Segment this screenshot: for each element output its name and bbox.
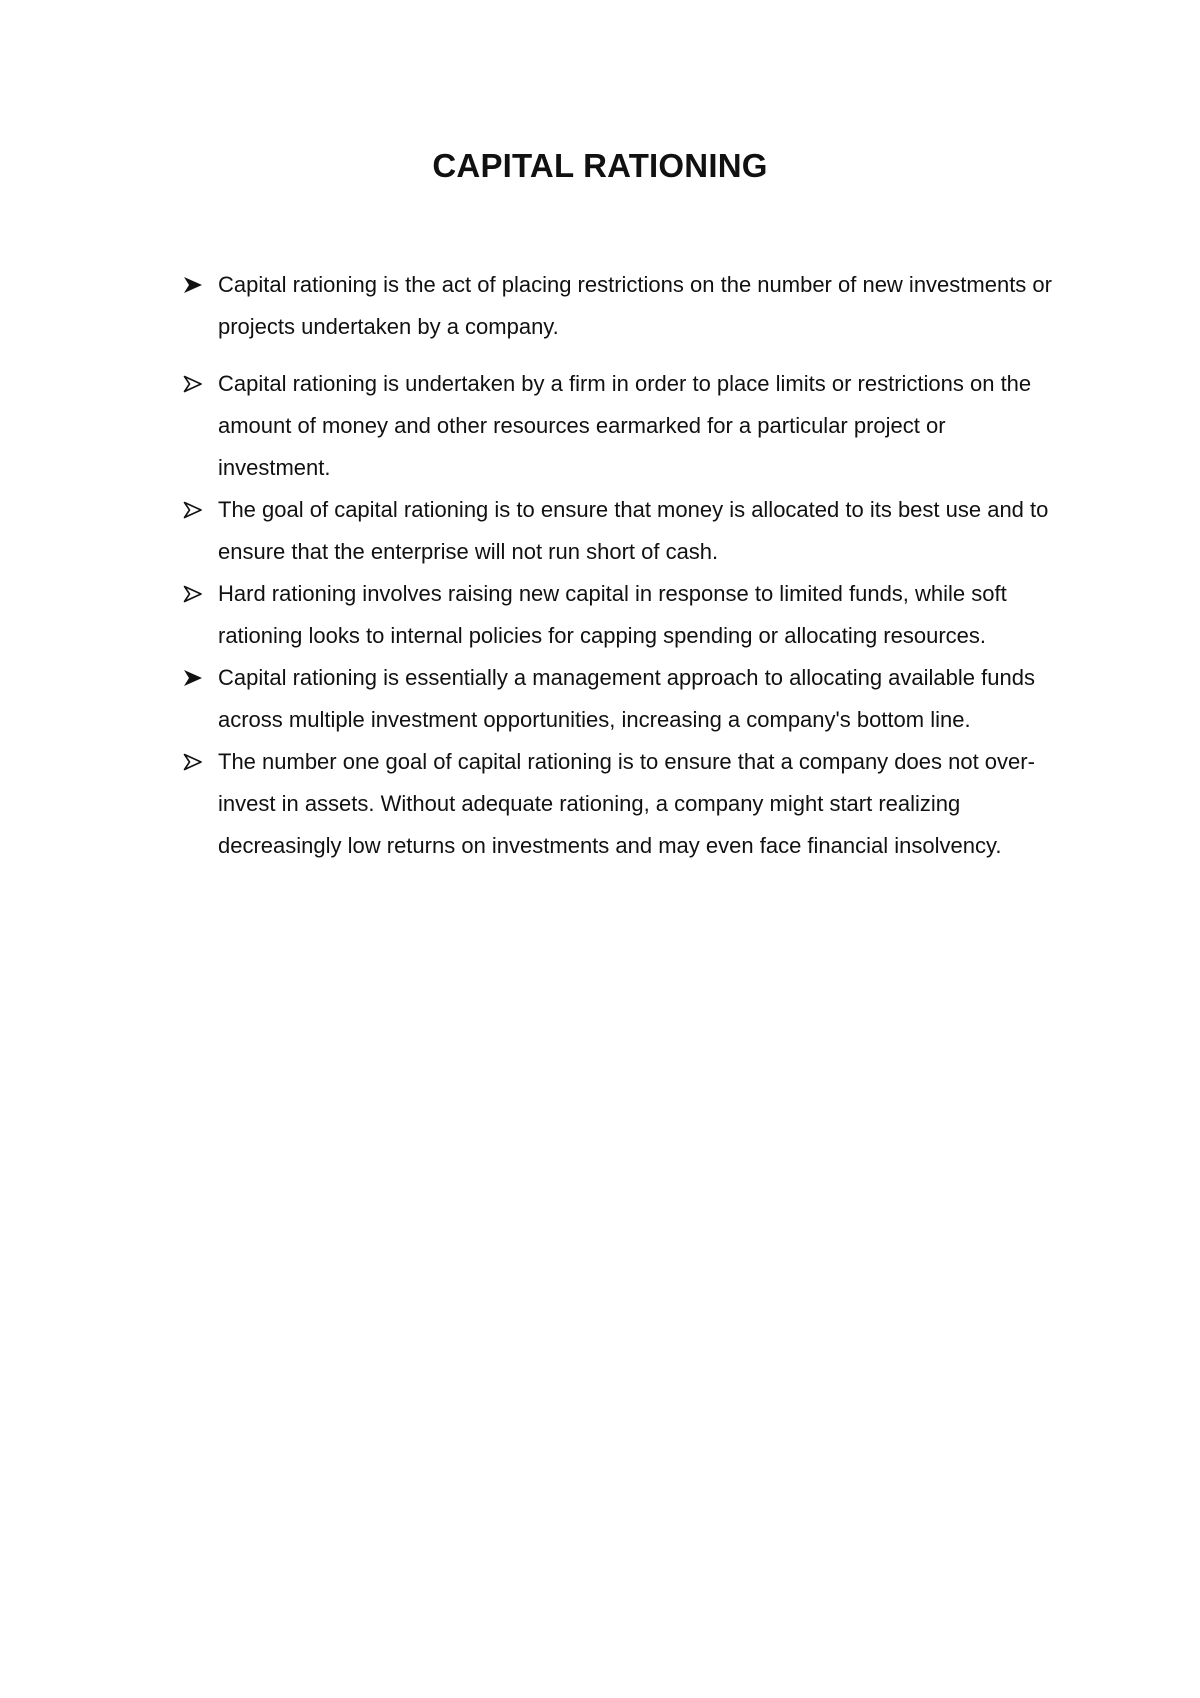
list-item-text: The goal of capital rationing is to ensure that money is allocated to its best use and to ensure that the enterprise will not run short of cash. xyxy=(218,497,1049,564)
bullet-list xyxy=(183,264,1063,867)
list-item xyxy=(183,363,1063,489)
arrowhead-bullet-icon xyxy=(183,669,203,687)
arrowhead-bullet-icon xyxy=(183,276,203,294)
page-title: CAPITAL RATIONING xyxy=(432,147,768,184)
list-item-text: Capital rationing is essentially a management approach to allocating available funds across multiple investment opportunities, increasing a company's bottom line. xyxy=(218,665,1035,732)
list-item-text: Capital rationing is undertaken by a firm in order to place limits or restrictions on the amount of money and other resources earmarked for a particular project or investment. xyxy=(218,371,1032,480)
list-item xyxy=(183,657,1063,741)
list-item xyxy=(183,489,1063,573)
list-item xyxy=(183,573,1063,657)
list-item-text: The number one goal of capital rationing is to ensure that a company does not over-invest in assets. Without adequate rationing, a company might start realizing decreasingly low returns on investments and may even face financial insolvency. xyxy=(218,749,1035,858)
arrowhead-bullet-icon xyxy=(183,501,203,519)
arrowhead-bullet-icon xyxy=(183,585,203,603)
list-item-text: Capital rationing is the act of placing restrictions on the number of new investments or projects undertaken by a company. xyxy=(218,272,1052,339)
list-item xyxy=(183,264,1063,348)
arrowhead-bullet-icon xyxy=(183,375,203,393)
list-item xyxy=(183,741,1063,867)
list-item-text: Hard rationing involves raising new capital in response to limited funds, while soft rationing looks to internal policies for capping spending or allocating resources. xyxy=(218,581,1007,648)
arrowhead-bullet-icon xyxy=(183,753,203,771)
